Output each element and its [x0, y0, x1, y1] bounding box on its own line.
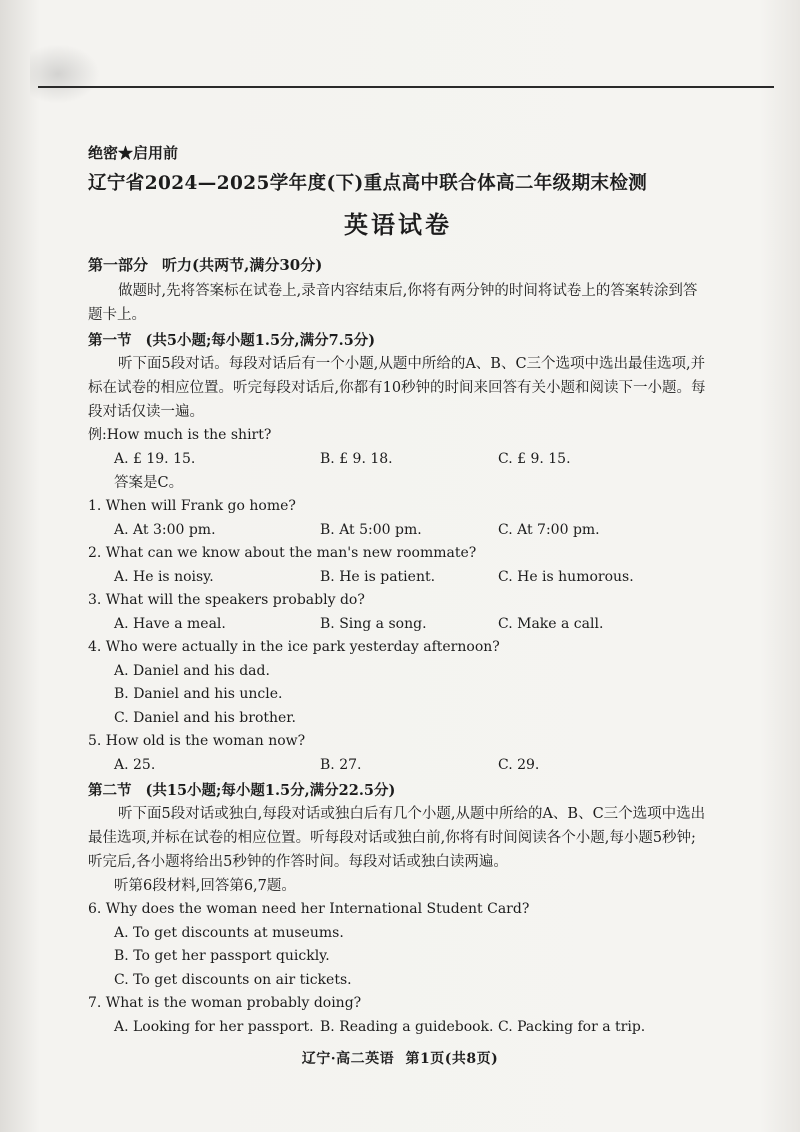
- question-1: 1. When will Frank go home?: [88, 498, 296, 514]
- q6-option-b: B. To get her passport quickly.: [114, 948, 330, 964]
- q4-option-a: A. Daniel and his dad.: [114, 662, 270, 679]
- question-7-options: [88, 1016, 708, 1040]
- example-option-a: A. £ 19. 15.: [114, 450, 196, 467]
- listen-note: 听第6段材料,回答第6,7题。: [114, 878, 296, 894]
- question-2-options: [88, 566, 708, 590]
- footer-page-number: 第1页(共8页): [405, 1051, 499, 1067]
- section2-title: 第二节: [88, 782, 132, 799]
- q7-option-c: C. Packing for a trip.: [498, 1018, 646, 1035]
- q2-option-c: C. He is humorous.: [498, 568, 634, 585]
- q3-option-a: A. Have a meal.: [114, 615, 226, 632]
- section2-heading: [88, 779, 708, 800]
- q5-option-a: A. 25.: [114, 756, 156, 773]
- q6-option-c: C. To get discounts on air tickets.: [114, 971, 352, 988]
- section1-instructions: 听下面5段对话。每段对话后有一个小题,从题中所给的A、B、C三个选项中选出最佳选项,并标在试卷的相应位置。听完每段对话后,你都有10秒钟的时间来回答有关小题和阅读下一小题。每段对话仅读一遍。: [88, 356, 706, 420]
- footer-subject: 辽宁·高二英语: [301, 1051, 395, 1067]
- subject-title: 英语试卷: [344, 210, 452, 239]
- example-answer: 答案是C。: [114, 475, 184, 491]
- question-2: 2. What can we know about the man's new roommate?: [88, 545, 477, 561]
- q6-option-a: A. To get discounts at museums.: [114, 924, 344, 941]
- example-option-c: C. £ 9. 15.: [498, 450, 571, 467]
- secret-label: 绝密★启用前: [88, 144, 179, 162]
- q3-option-c: C. Make a call.: [498, 615, 604, 632]
- part1-subtitle: 听力(共两节,满分30分): [162, 256, 323, 274]
- question-1-options: [88, 519, 708, 543]
- question-4: 4. Who were actually in the ice park yesterday afternoon?: [88, 639, 500, 655]
- section2-subtitle: (共15小题;每小题1.5分,满分22.5分): [145, 782, 396, 799]
- question-7: 7. What is the woman probably doing?: [88, 995, 362, 1011]
- section1-heading: [88, 329, 708, 350]
- q1-option-c: C. At 7:00 pm.: [498, 521, 600, 538]
- q2-option-b: B. He is patient.: [320, 568, 436, 585]
- q1-option-b: B. At 5:00 pm.: [320, 521, 422, 538]
- example-options: [88, 448, 708, 472]
- q4-option-b: B. Daniel and his uncle.: [114, 686, 283, 702]
- scan-shadow: [30, 44, 100, 104]
- part1-heading: [88, 254, 708, 275]
- q7-option-a: A. Looking for her passport.: [114, 1018, 314, 1035]
- q1-option-a: A. At 3:00 pm.: [114, 521, 216, 538]
- section2-instructions: 听下面5段对话或独白,每段对话或独白后有几个小题,从题中所给的A、B、C三个选项中选出最佳选项,并标在试卷的相应位置。听每段对话或独白前,你将有时间阅读各个小题,每小题5秒钟;听完后,各小题将给出5秒钟的作答时间。每段对话或独白读两遍。: [88, 806, 706, 870]
- question-5: 5. How old is the woman now?: [88, 733, 306, 749]
- q3-option-b: B. Sing a song.: [320, 615, 427, 632]
- q7-option-b: B. Reading a guidebook.: [320, 1018, 494, 1035]
- question-3-options: [88, 613, 708, 637]
- exam-title: 辽宁省2024—2025学年度(下)重点高中联合体高二年级期末检测: [88, 173, 648, 194]
- part1-title: 第一部分: [88, 256, 149, 274]
- section1-title: 第一节: [88, 332, 132, 349]
- part1-instructions: 做题时,先将答案标在试卷上,录音内容结束后,你将有两分钟的时间将试卷上的答案转涂到答题卡上。: [88, 283, 698, 323]
- section1-subtitle: (共5小题;每小题1.5分,满分7.5分): [145, 332, 376, 349]
- q2-option-a: A. He is noisy.: [114, 568, 214, 585]
- example-question: 例:How much is the shirt?: [88, 427, 272, 443]
- question-6: 6. Why does the woman need her International Student Card?: [88, 901, 530, 917]
- q5-option-b: B. 27.: [320, 756, 362, 773]
- question-5-options: [88, 754, 708, 778]
- page-footer: [0, 1048, 800, 1068]
- top-rule: [38, 86, 774, 88]
- q5-option-c: C. 29.: [498, 756, 540, 773]
- q4-option-c: C. Daniel and his brother.: [114, 709, 296, 726]
- exam-content: [88, 142, 708, 1039]
- example-option-b: B. £ 9. 18.: [320, 450, 393, 467]
- question-3: 3. What will the speakers probably do?: [88, 592, 365, 608]
